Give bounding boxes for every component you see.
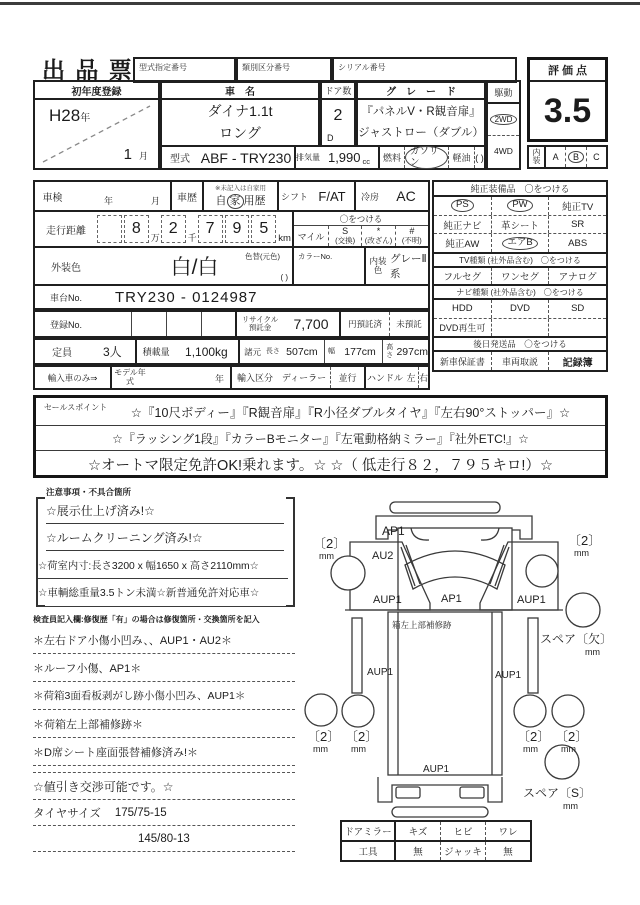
shaken-month-unit: 月 [150, 196, 160, 206]
diagram-au2-label: AU2 [372, 550, 394, 562]
inspector-title: 検査員記入欄:修復歴「有」の場合は修復箇所・交換箇所を記入 [33, 615, 260, 624]
front-left-wheel [331, 556, 365, 590]
tire-size-label: タイヤサイズ [33, 807, 101, 820]
rear-right-inner-wheel-unit: mm [523, 744, 538, 754]
grade-line2: ジャストロー（ダブル） [358, 126, 484, 139]
interior-color-label: 内装色 [364, 248, 390, 284]
check-jack-label: ジャッキ [440, 842, 485, 860]
first-registration-label: 初年度登録 [33, 80, 160, 100]
history-label: 車歴 [170, 182, 202, 210]
shift-label: シフト [277, 182, 310, 210]
import-only-label: 輸入車のみ⇒ [47, 372, 98, 383]
ship-warranty: 新車保証書 [439, 356, 485, 367]
mileage-label: 走行距離 [46, 225, 86, 237]
spare-missing-unit: mm [585, 647, 600, 657]
check-tools-label: 工具 [358, 847, 378, 858]
sales-line-1: ☆『10尺ボディー』『R観音扉』『R小径ダブルタイヤ』『左右90°ストッパー』☆ [36, 398, 605, 426]
load-label: 積載量 [135, 340, 174, 363]
inspector-line-2: ＊ルーフ小傷、AP1＊ [33, 654, 295, 682]
interior-grade-a: A [552, 152, 559, 162]
diagram-aup1-right-wall-label: AUP1 [495, 670, 522, 681]
spec-label: 諸元 [238, 340, 266, 363]
load-value: 1,100kg [185, 344, 228, 359]
tv-type-title: TV種類 (社外品含む) 〇をつける [432, 252, 608, 268]
grade-line1: 『パネルV・R観音扉』 [361, 106, 481, 119]
sales-line-3: ☆オートマ限定免許OK!乗れます。☆ ☆（ 低走行８２，７９５キロ!）☆ [88, 457, 553, 474]
width-label: 幅 [324, 340, 339, 363]
inspector-line-4: ＊荷箱左上部補修跡＊ [33, 710, 295, 738]
handle-left: 左 [406, 373, 416, 383]
spare-s-unit: mm [563, 801, 578, 811]
score-label: 評 価 点 [530, 60, 605, 82]
tv-fullseg: フルセグ [443, 272, 482, 283]
ship-manual: 車両取説 [491, 352, 549, 370]
cargo-box-shape [388, 612, 502, 775]
serial-number-label: シリアル番号 [338, 63, 386, 72]
exterior-color-label: 外装色 [51, 262, 81, 274]
check-door-mirror-label: ドアミラー [344, 827, 392, 838]
drive-4wd: 4WD [494, 146, 513, 156]
front-right-wheel-size: 〔2〕 [568, 533, 602, 548]
handle-right: 右 [418, 367, 428, 388]
width-value: 177cm [344, 345, 376, 358]
fuel-gasoline-circled: ガソリン [405, 146, 448, 170]
dvd-cell-3 [548, 319, 606, 337]
tire-size-line [33, 800, 295, 826]
doors-unit: D [327, 133, 334, 143]
rear-left-inner-wheel [342, 695, 374, 727]
navi-sd: SD [548, 300, 606, 318]
navi-dvd: DVD [491, 300, 549, 318]
interior-label: 内装 [529, 147, 546, 167]
doors-count: 2 [333, 107, 343, 124]
length-label: 長さ [265, 347, 280, 355]
import-dealer: ディーラー [281, 373, 327, 383]
recycle-label-2: 預託金 [248, 323, 272, 332]
km-unit: km [278, 233, 291, 244]
fuel-label: 燃料 [378, 147, 404, 168]
month-unit: 月 [138, 151, 148, 161]
drive-2wd-circled: 2WD [490, 114, 518, 125]
check-scratch-label: キズ [394, 822, 440, 840]
chassis-no-label: 車台No. [49, 292, 82, 303]
shift-value: F/AT [318, 188, 346, 204]
front-right-wheel [526, 555, 558, 587]
import-parallel: 並行 [330, 367, 364, 388]
rear-right-inner-wheel [514, 695, 546, 727]
spare-tire-missing [566, 593, 600, 627]
check-break-label: ワレ [485, 822, 530, 840]
interior-color-value: グレーⅡ系 [390, 253, 427, 280]
mile-opt-unknown: # (不明) [395, 226, 428, 246]
notes-title: 注意事項・不具合箇所 [46, 487, 132, 497]
rear-left-inner-wheel-size: 〔2〕 [345, 729, 379, 744]
model-designation-number-label: 型式指定番号 [139, 63, 187, 72]
recycle-label-1: リサイクル [241, 314, 279, 324]
front-left-wheel-size: 〔2〕 [313, 536, 347, 551]
height-label: 高さ [382, 340, 397, 363]
diagram-aup1-right-front-label: AUP1 [517, 594, 546, 606]
scan-edge-line [0, 2, 640, 5]
equip-tv: 純正TV [548, 197, 606, 215]
rear-left-outer-wheel-size: 〔2〕 [307, 729, 341, 744]
height-value: 297cm [396, 345, 428, 358]
equip-leather: 革シート [491, 216, 549, 234]
capacity-value: 3人 [102, 345, 122, 359]
check-tools-value: 無 [394, 842, 440, 860]
navi-hdd: HDD [452, 303, 473, 315]
navi-type-title: ナビ種類 (社外品含む) 〇をつける [432, 284, 608, 300]
diagram-box-repair-note: 箱左上部補修跡 [392, 620, 452, 630]
recycle-amount: 7,700 [293, 316, 329, 332]
damage-diagram [295, 485, 640, 820]
first-registration-year: H28年 [49, 106, 91, 125]
diagram-aup1-left-wall-label: AUP1 [367, 667, 394, 678]
capacity-label: 定員 [52, 348, 73, 359]
grade-label: グ レ ー ド [356, 80, 486, 100]
mile-opt-tampered: * (改ざん) [361, 226, 394, 246]
diagram-ap1-front-label: AP1 [382, 524, 405, 538]
interior-grade-b [565, 147, 585, 167]
handle-label: ハンドル [364, 367, 404, 388]
length-value: 507cm [286, 345, 318, 358]
model-year-label: モデル年式 [110, 367, 148, 388]
history-note: ※未記入は自家用 [215, 185, 266, 193]
dvd-cell-2 [491, 319, 549, 337]
reg-cell-4 [201, 312, 235, 336]
recolor-label: 色替(元色) [245, 252, 280, 261]
recycle-unpaid: 未預託 [389, 312, 428, 336]
inspector-line-1: ＊左右ドア小傷小凹み、、AUP1・AU2＊ [33, 626, 295, 654]
tv-analog: アナログ [548, 268, 606, 284]
first-registration-month: 1 [123, 146, 132, 163]
mileage-digits: 8 万 2 千 7 9 5 km [97, 212, 292, 246]
ac-value: AC [396, 188, 416, 204]
model-code-value: ABF - TRY230 [200, 149, 292, 166]
front-right-wheel-unit: mm [574, 548, 589, 558]
diagram-ap1-windshield-label: AP1 [441, 593, 462, 605]
color-no-label: カラーNo. [298, 252, 333, 261]
equip-navi: 純正ナビ [443, 220, 482, 232]
diagram-aup1-left-front-label: AUP1 [373, 594, 402, 606]
chassis-no-value: TRY230 - 0124987 [115, 288, 258, 306]
model-code-label: 型式 [170, 154, 190, 165]
ac-label: 冷房 [354, 182, 384, 210]
check-crack-label: ヒビ [440, 822, 485, 840]
class-division-number-label: 類別区分番号 [242, 63, 290, 72]
oem-equipment-title: 純正装備品 〇をつける [432, 180, 608, 197]
displacement-value: 1,990 cc [327, 150, 371, 166]
diagram-aup1-rear-label: AUP1 [423, 764, 450, 775]
sales-points-label: セールスポイント [44, 403, 108, 412]
evaluation-score: 3.5 [543, 91, 592, 130]
reg-cell-1 [97, 312, 131, 336]
note-line-3: ☆荷室内寸:長さ3200 x 幅1650 x 高さ2110mm☆ [38, 551, 288, 579]
tire-size-rear: 145/80-13 [33, 826, 295, 852]
import-class-label: 輸入区分 [230, 367, 278, 388]
car-name-line1: ダイナ1.1t [207, 102, 273, 119]
tv-oneseg: ワンセグ [491, 268, 549, 284]
equip-airbag-circled: エアB [502, 237, 537, 250]
mile-circle-header: 〇をつける [294, 212, 428, 226]
tire-size-front: 175/75-15 [114, 806, 167, 819]
inspector-line-5: ＊D席シート座面張替補修済み!＊ [33, 738, 295, 766]
fuel-paren: ( ) [474, 147, 484, 168]
sheet-title: 出 品 票 [42, 57, 134, 83]
negotiable-line: ☆値引き交渉可能です。☆ [33, 773, 295, 800]
interior-grade-c: C [586, 147, 606, 167]
doors-label: ドア数 [320, 80, 356, 100]
rear-left-outer-wheel [305, 694, 337, 726]
right-side-rail-shape [528, 618, 538, 693]
front-bumper-shape [390, 502, 500, 513]
equip-abs: ABS [548, 234, 606, 252]
rear-right-outer-wheel [552, 695, 584, 727]
shaken-label: 車検 [42, 192, 63, 204]
note-line-2: ☆ルームクリーニング済み!☆ [46, 524, 284, 551]
interior-grade-b-circled: B [568, 151, 584, 163]
check-jack-value: 無 [485, 842, 530, 860]
recycle-paid: 円預託済 [339, 312, 389, 336]
mile-label: マイル [297, 231, 325, 242]
registration-no-label: 登録No. [49, 319, 82, 330]
reg-cell-2 [131, 312, 166, 336]
spare-missing-label: スペア〔欠〕 [540, 632, 613, 646]
mile-opt-s: S (交換) [328, 226, 361, 246]
spare-s-label: スペア〔S〕 [523, 786, 592, 800]
displacement-label: 排気量 [294, 147, 320, 168]
history-value: 自 家 用歴 [215, 195, 266, 208]
recolor-paren: ( ) [280, 273, 288, 282]
rear-left-inner-wheel-unit: mm [351, 744, 366, 754]
rear-bumper-bar-shape [392, 807, 488, 817]
exterior-color-value: 白/白 [170, 256, 219, 279]
model-year-unit: 年 [214, 374, 224, 384]
later-shipment-title: 後日発送品 〇をつける [432, 336, 608, 352]
left-side-rail-shape [352, 618, 362, 693]
fuel-diesel: 軽油 [448, 147, 474, 168]
rear-right-inner-wheel-size: 〔2〕 [517, 729, 551, 744]
note-line-1: ☆展示仕上げ済み!☆ [46, 497, 284, 524]
sales-line-2: ☆『ラッシング1段』『カラーBモニター』『左電動格納ミラー』『社外ETC!』☆ [36, 426, 605, 451]
equip-ps-circled: PS [451, 199, 474, 212]
rear-left-outer-wheel-unit: mm [313, 744, 328, 754]
rear-right-outer-wheel-size: 〔2〕 [555, 729, 589, 744]
equip-pw-circled: PW [507, 199, 532, 212]
rear-right-outer-wheel-unit: mm [561, 744, 576, 754]
car-name-label: 車 名 [160, 80, 320, 100]
dvd-playable: DVD再生可 [439, 322, 486, 333]
ship-record-book: 記録簿 [548, 352, 606, 370]
reg-cell-3 [166, 312, 201, 336]
equip-sr: SR [548, 216, 606, 234]
drive-label: 駆動 [488, 82, 519, 104]
front-left-wheel-unit: mm [319, 551, 334, 561]
shaken-year-unit: 年 [104, 196, 114, 206]
car-name-line2: ロング [219, 124, 261, 141]
inspector-line-3: ＊荷箱3面看板剥がし跡小傷小凹み、AUP1＊ [33, 682, 295, 710]
equip-aw: 純正AW [445, 239, 480, 251]
note-line-4: ☆車輌総重量3.5トン未満☆新普通免許対応車☆ [38, 579, 288, 607]
